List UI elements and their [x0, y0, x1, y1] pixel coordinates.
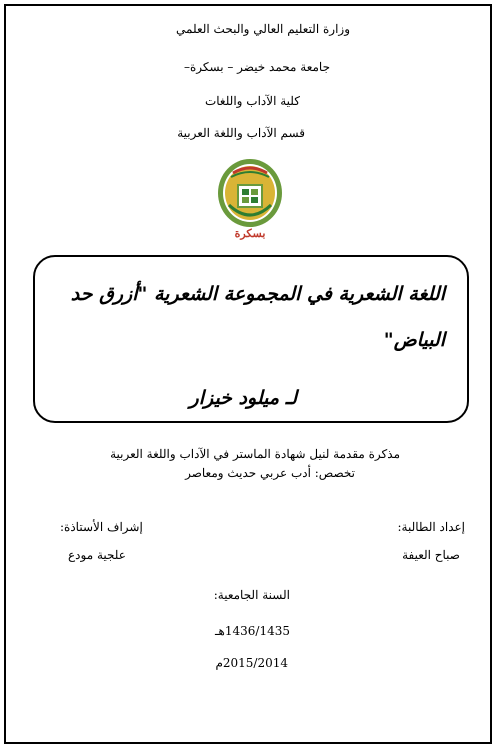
department-line: قسم الآداب واللغة العربية	[177, 126, 305, 140]
author-line: لـ ميلود خيزار	[189, 387, 297, 409]
gregorian-year: 2015/2014م	[215, 656, 288, 670]
student-name: صباح العيفة	[402, 548, 460, 562]
thesis-purpose: مذكرة مقدمة لنيل شهادة الماستر في الآداب واللغة العربية	[110, 447, 400, 461]
logo-label: بسكرة	[234, 227, 266, 240]
title-line-1: اللغة الشعرية في المجموعة الشعرية "أزرق حد	[70, 283, 445, 305]
thesis-specialty: تخصص: أدب عربي حديث ومعاصر	[185, 466, 355, 480]
academic-year-label: السنة الجامعية:	[213, 588, 290, 602]
supervisor-label: إشراف الأستاذة:	[60, 520, 143, 534]
student-label: إعداد الطالبة:	[397, 520, 465, 534]
ministry-line: وزارة التعليم العالي والبحث العلمي	[176, 22, 350, 36]
hijri-year: 1436/1435هـ	[215, 624, 290, 638]
university-seal-icon	[215, 155, 285, 245]
university-line: جامعة محمد خيضر – بسكرة–	[183, 60, 330, 74]
title-box	[33, 255, 469, 423]
thesis-title	[55, 271, 445, 363]
faculty-line: كلية الآداب واللغات	[204, 94, 300, 108]
supervisor-name: علجية مودع	[68, 548, 126, 562]
title-line-2: البياض"	[383, 329, 445, 351]
